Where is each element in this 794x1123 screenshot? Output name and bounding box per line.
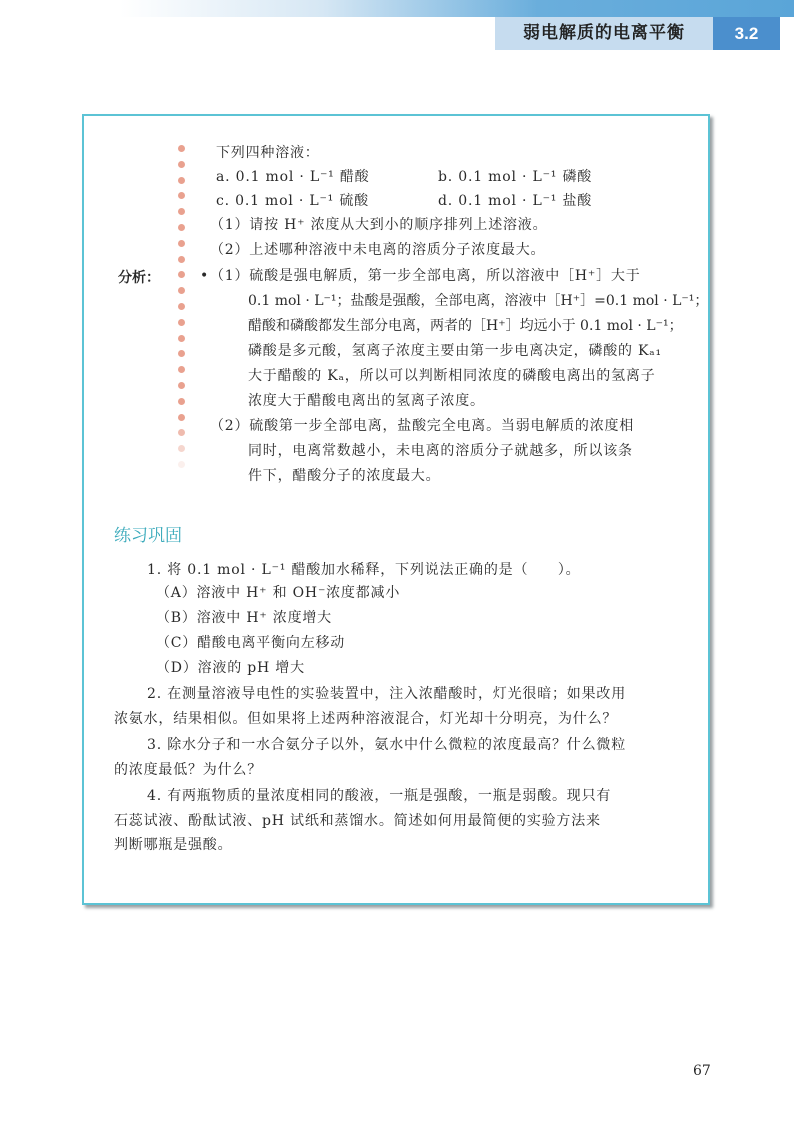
exercise-4-line: 判断哪瓶是强酸。	[114, 837, 233, 853]
dot-icon	[178, 398, 185, 405]
dot-icon	[178, 461, 185, 468]
dot-icon	[178, 382, 185, 389]
example-intro: 下列四种溶液：	[216, 145, 320, 161]
example-option-d: d. 0.1 mol · L⁻¹ 盐酸	[438, 193, 593, 209]
example-question-1: （1）请按 H⁺ 浓度从大到小的顺序排列上述溶液。	[210, 217, 548, 233]
exercise-1-option-b: （B）溶液中 H⁺ 浓度增大	[156, 610, 332, 626]
analysis-line: 浓度大于醋酸电离出的氢离子浓度。	[248, 393, 485, 409]
analysis-line: 件下，醋酸分子的浓度最大。	[248, 468, 441, 484]
dot-icon	[178, 177, 185, 184]
exercise-4-line: 4. 有两瓶物质的量浓度相同的酸液，一瓶是强酸，一瓶是弱酸。现只有	[147, 788, 612, 804]
dot-icon	[178, 161, 185, 168]
analysis-line: （2）硫酸第一步全部电离，盐酸完全电离。当弱电解质的浓度相	[210, 418, 635, 434]
example-option-a: a. 0.1 mol · L⁻¹ 醋酸	[216, 169, 370, 185]
dot-icon	[178, 335, 185, 342]
analysis-line: 大于醋酸的 Kₐ，所以可以判断相同浓度的磷酸电离出的氢离子	[248, 368, 656, 384]
exercise-2-line: 2. 在测量溶液导电性的实验装置中，注入浓醋酸时，灯光很暗；如果改用	[147, 686, 627, 702]
chapter-title: 弱电解质的电离平衡	[495, 17, 713, 50]
analysis-line: 同时，电离常数越小，未电离的溶质分子就越多，所以该条	[248, 443, 633, 459]
example-option-c: c. 0.1 mol · L⁻¹ 硫酸	[216, 193, 369, 209]
exercise-3-line: 的浓度最低？为什么？	[114, 762, 262, 778]
analysis-line: 醋酸和磷酸都发生部分电离，两者的［H⁺］均远小于 0.1 mol · L⁻¹；	[248, 318, 683, 334]
dot-icon	[178, 319, 185, 326]
exercise-1-option-a: （A）溶液中 H⁺ 和 OH⁻浓度都减小	[156, 585, 401, 601]
page-number: 67	[693, 1063, 711, 1079]
analysis-line: 0.1 mol · L⁻¹；盐酸是强酸，全部电离，溶液中［H⁺］=0.1 mol · L⁻¹；	[248, 293, 709, 309]
exercise-1-option-c: （C）醋酸电离平衡向左移动	[156, 635, 346, 651]
dot-icon	[178, 256, 185, 263]
bullet-icon: •	[200, 268, 209, 284]
example-question-2: （2）上述哪种溶液中未电离的溶质分子浓度最大。	[210, 242, 546, 258]
example-option-b: b. 0.1 mol · L⁻¹ 磷酸	[438, 169, 593, 185]
dot-icon	[178, 303, 185, 310]
exercise-1-option-d: （D）溶液的 pH 增大	[156, 660, 305, 676]
exercise-3-line: 3. 除水分子和一水合氨分子以外，氨水中什么微粒的浓度最高？什么微粒	[147, 737, 627, 753]
dot-icon	[178, 145, 185, 152]
dot-icon	[178, 224, 185, 231]
analysis-line: （1）硫酸是强电解质，第一步全部电离，所以溶液中［H⁺］大于	[210, 268, 641, 284]
dot-icon	[178, 414, 185, 421]
exercise-1: 1. 将 0.1 mol · L⁻¹ 醋酸加水稀释，下列说法正确的是（ ）。	[147, 562, 581, 578]
exercise-2-line: 浓氨水，结果相似。但如果将上述两种溶液混合，灯光却十分明亮，为什么？	[114, 711, 618, 727]
analysis-label: 分析：	[118, 270, 160, 286]
analysis-line: 磷酸是多元酸，氢离子浓度主要由第一步电离决定，磷酸的 Kₐ₁	[248, 343, 662, 359]
exercise-4-line: 石蕊试液、酚酞试液、pH 试纸和蒸馏水。简述如何用最简便的实验方法来	[114, 813, 601, 829]
exercises-title: 练习巩固	[114, 526, 182, 546]
section-number: 3.2	[713, 17, 780, 50]
header-gradient-bar	[120, 0, 794, 17]
dot-icon	[178, 240, 185, 247]
